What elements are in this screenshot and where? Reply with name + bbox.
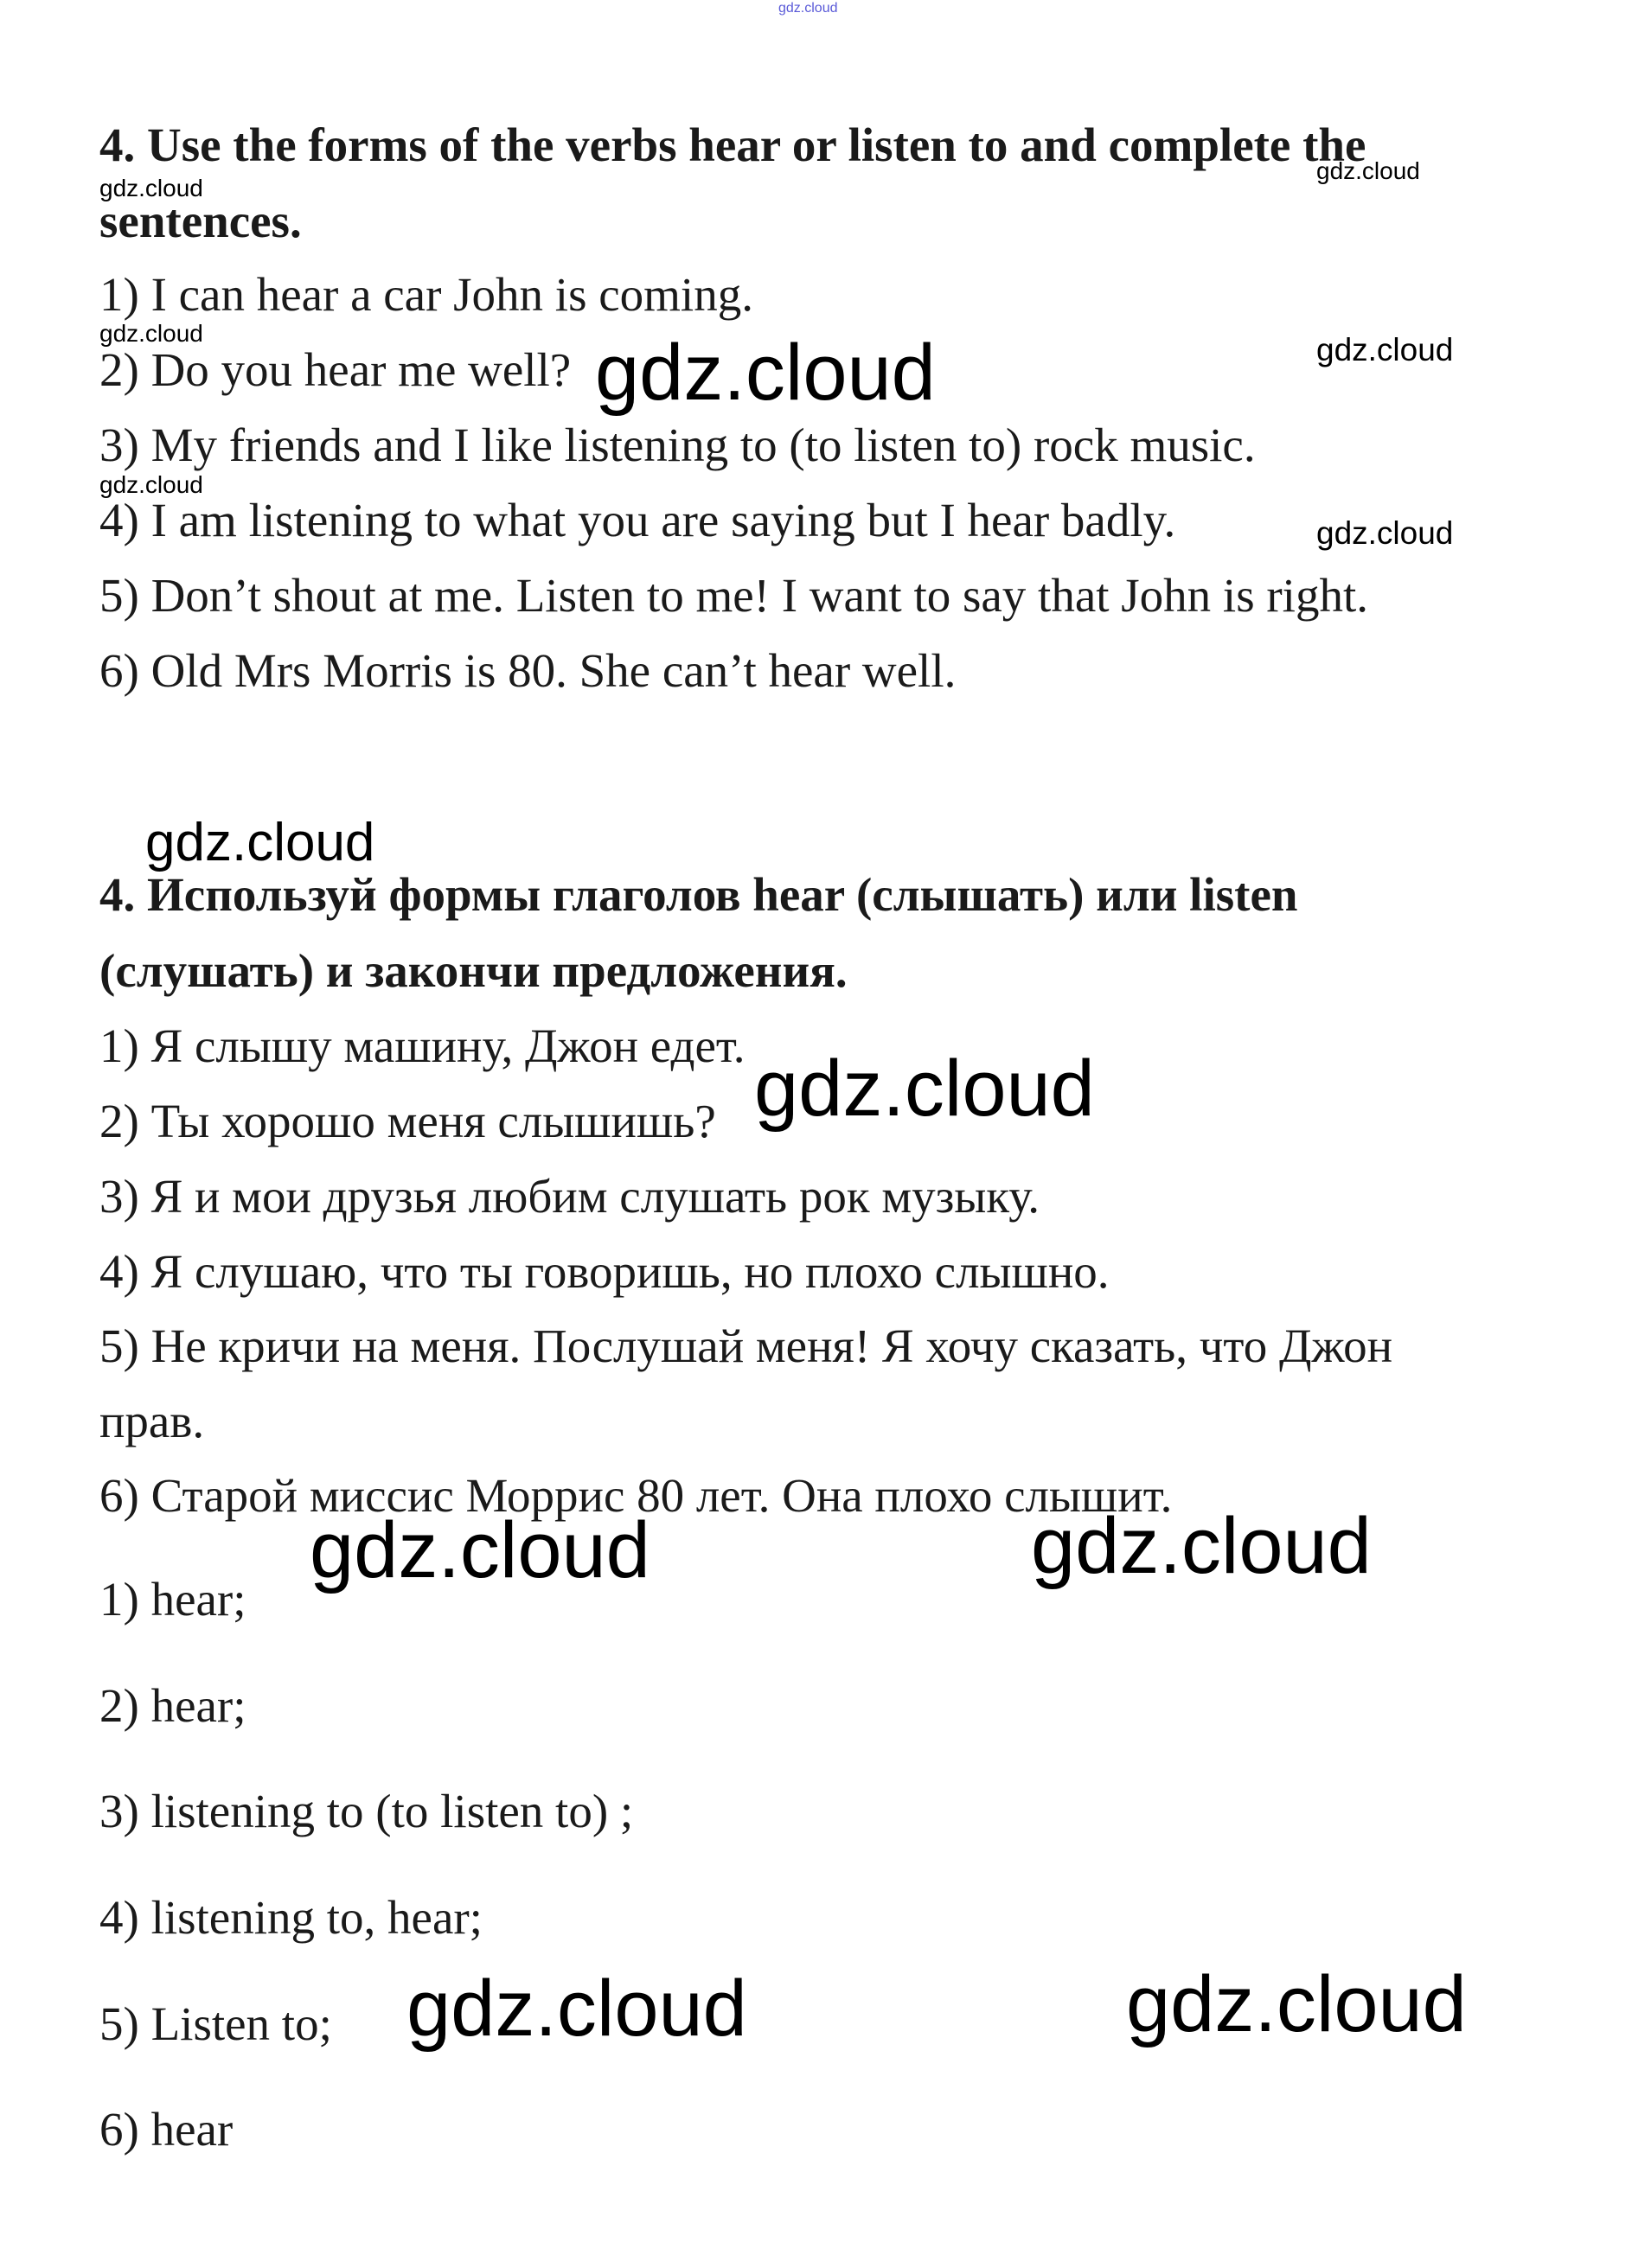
answer-2: 2) hear;: [99, 1679, 246, 1732]
russian-item-4: 4) Я слушаю, что ты говоришь, но плохо слышно.: [99, 1245, 1110, 1298]
english-task-title-line2: sentences.: [99, 195, 302, 247]
watermark: gdz.cloud: [1126, 1960, 1467, 2048]
watermark: gdz.cloud: [1316, 515, 1454, 551]
russian-item-2: 2) Ты хорошо меня слышишь?: [99, 1095, 716, 1147]
watermark-top: gdz.cloud: [778, 1, 838, 16]
russian-item-5: 5) Не кричи на меня. Послушай меня! Я хочу сказать, что Джон: [99, 1319, 1393, 1372]
english-item-4: 4) I am listening to what you are saying but I hear badly.: [99, 494, 1176, 546]
watermark: gdz.cloud: [1316, 332, 1454, 367]
watermark: gdz.cloud: [406, 1965, 747, 2053]
watermark: gdz.cloud: [99, 175, 203, 201]
watermark: gdz.cloud: [754, 1045, 1095, 1133]
answer-5: 5) Listen to;: [99, 1997, 332, 2050]
watermark: gdz.cloud: [1316, 157, 1420, 184]
watermark: gdz.cloud: [1031, 1502, 1372, 1590]
russian-task-title-line1: 4. Используй формы глаголов hear (слышать) или listen: [99, 868, 1298, 921]
watermark: gdz.cloud: [595, 329, 936, 417]
watermark: gdz.cloud: [99, 320, 203, 347]
answer-6: 6) hear: [99, 2103, 234, 2156]
answer-1: 1) hear;: [99, 1573, 246, 1626]
russian-task-title-line2: (слушать) и закончи предложения.: [99, 944, 848, 997]
watermark: gdz.cloud: [310, 1506, 650, 1594]
russian-item-1: 1) Я слышу машину, Джон едет.: [99, 1019, 746, 1072]
russian-item-5-continued: прав.: [99, 1395, 205, 1447]
english-item-5: 5) Don’t shout at me. Listen to me! I want to say that John is right.: [99, 569, 1368, 622]
english-task-title-line1: 4. Use the forms of the verbs hear or listen to and complete the: [99, 118, 1366, 171]
watermark: gdz.cloud: [99, 471, 203, 498]
answer-3: 3) listening to (to listen to) ;: [99, 1785, 634, 1837]
russian-item-3: 3) Я и мои друзья любим слушать рок музыку.: [99, 1170, 1040, 1223]
russian-item-6: 6) Старой миссис Моррис 80 лет. Она плохо слышит.: [99, 1469, 1173, 1522]
english-item-1: 1) I can hear a car John is coming.: [99, 268, 753, 321]
english-item-6: 6) Old Mrs Morris is 80. She can’t hear well.: [99, 644, 957, 697]
english-item-2: 2) Do you hear me well?: [99, 343, 572, 396]
answer-4: 4) listening to, hear;: [99, 1891, 483, 1944]
watermark: gdz.cloud: [145, 813, 375, 872]
english-item-3: 3) My friends and I like listening to (to listen to) rock music.: [99, 418, 1256, 471]
